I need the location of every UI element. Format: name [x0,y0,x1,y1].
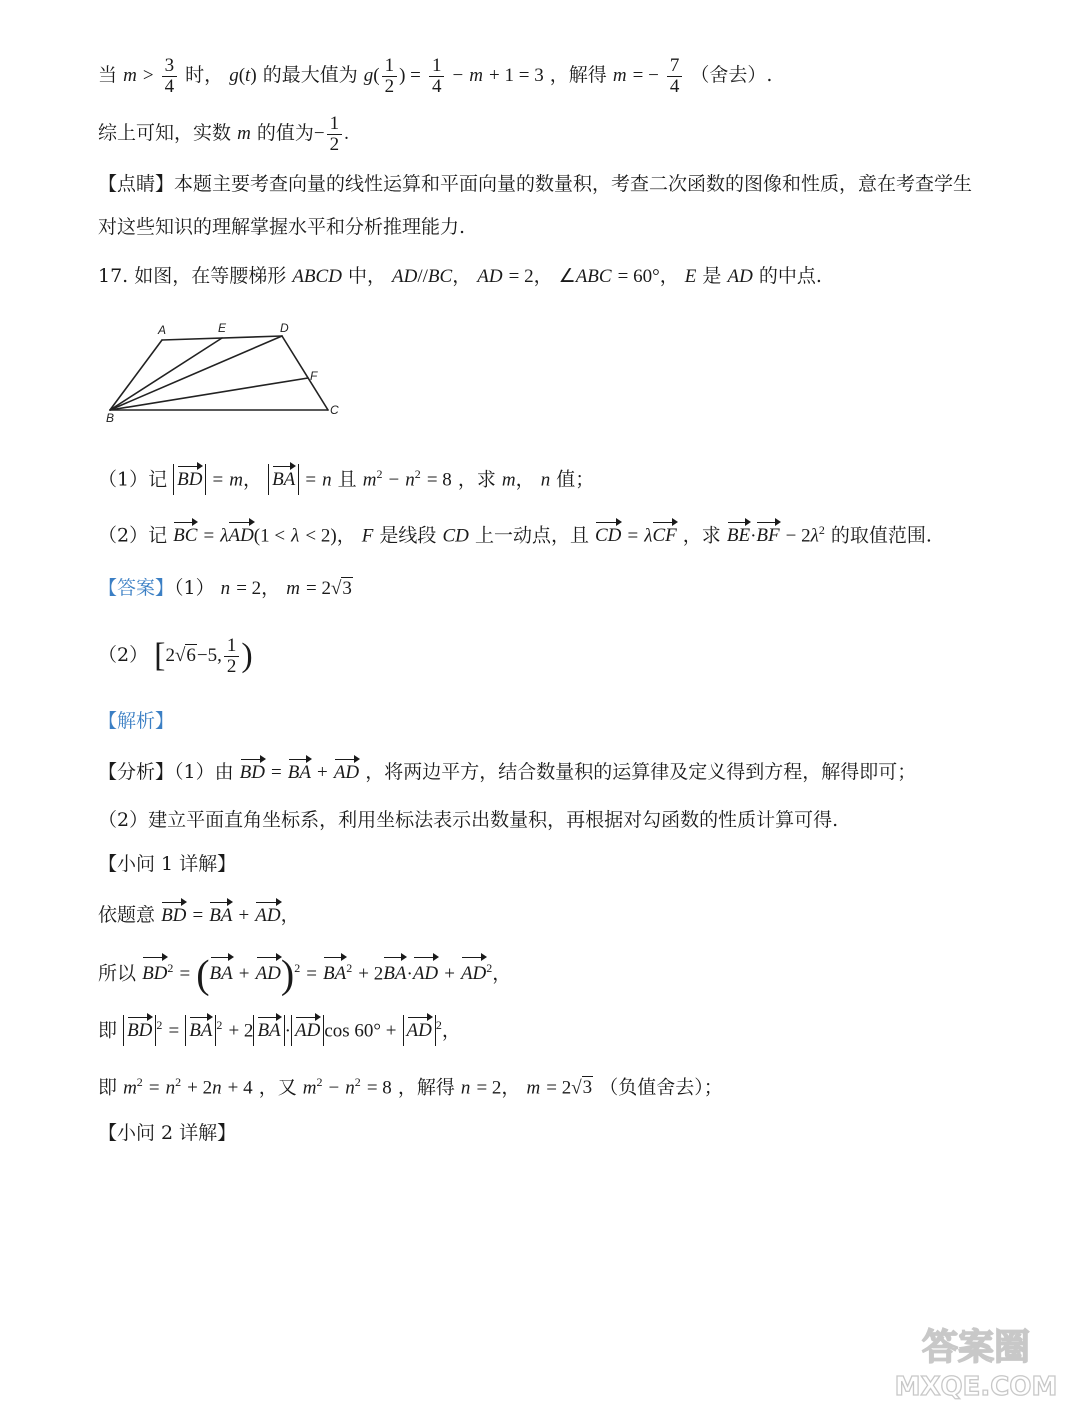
watermark-top: 答案圈 [921,1327,1031,1368]
label-a: A [158,323,167,337]
segment-dc [282,336,328,410]
sub-question-1: （1）记 BD = m， BA = n 且 $m^2 - n^2 = 8$ ，求 m， n 值； [98,459,594,495]
watermark-bottom: MXQE.COM [894,1372,1058,1402]
answer-label: 【答案】 [98,577,175,599]
jiexi-label: 【解析】 [98,710,175,732]
label-e: E [218,321,227,335]
step-3: 即 BD $^2$ = BA $^2$ + 2 BA · AD cos 60° + AD $^2$， [98,1008,461,1048]
xiaowen-2-heading: 【小问 2 详解】 [98,1122,237,1144]
label-d: D [280,321,289,335]
question-17: 17. 如图，在等腰梯形 ABCD 中， AD//BC， AD = 2， ∠ABC = 60°， E 是 AD 的中点. [98,265,822,287]
label-b: B [106,411,115,425]
text-line-2: 综上可知，实数 m 的值为− $\frac{1}{2}$ . [98,112,349,155]
watermark-logo [886,1313,1066,1403]
sub-question-2: （2）记 BC = λAD(1 < λ < 2)， F 是线段 CD 上一动点，且 CD = λCF ，求 $BE\cdot BF - 2\lambda^2$ 的取值范围. [98,515,932,551]
dianjing-line-1: 【点睛】本题主要考查向量的线性运算和平面向量的数量积，考查二次函数的图像和性质，意在考查学生 [98,173,973,195]
dianjing-line-2: 对这些知识的理解掌握水平和分析推理能力. [98,216,466,238]
step-2: 所以 $BD^2 = (BA + AD)^2 = BA^2 + 2BA\cdot AD + AD^2$， [98,951,512,997]
fenxi-line-1: 【分析】（1）由 BD = BA + AD ，将两边平方，结合数量积的运算律及定义得到方程，解得即可； [98,757,916,788]
answer-1: 【答案】（1） n = 2， m = 2√3 [98,577,352,599]
segment-bd [110,336,282,410]
step-4: 即 $m^2 = n^2 + 2n + 4$ ，又 $m^2 - n^2 = 8$ ，解得 n = 2， m = 2√3 （负值舍去）； [98,1075,723,1099]
segment-be [110,338,222,410]
text-line-1: 当 m > $\frac{3}{4}$ 时， g(t) 的最大值为 g( $\frac{1}{2}$ ) = $\frac{1}{4}$ − m + 1 = 3 ，解得 m = − $\frac{7}{4}$ （舍去）. [98,54,773,97]
xiaowen-1-heading: 【小问 1 详解】 [98,853,237,875]
fenxi-line-2: （2）建立平面直角坐标系，利用坐标法表示出数量积，再根据对勾函数的性质计算可得. [98,809,839,831]
answer-2: （2） [2√6−5, $\frac{1}{2}$ ) [98,634,253,677]
segment-bf [110,378,308,410]
trapezoid-figure [100,318,360,428]
label-c: C [330,403,339,417]
label-f: F [310,369,318,383]
step-1: 依题意 BD = BA + AD， [98,900,300,931]
